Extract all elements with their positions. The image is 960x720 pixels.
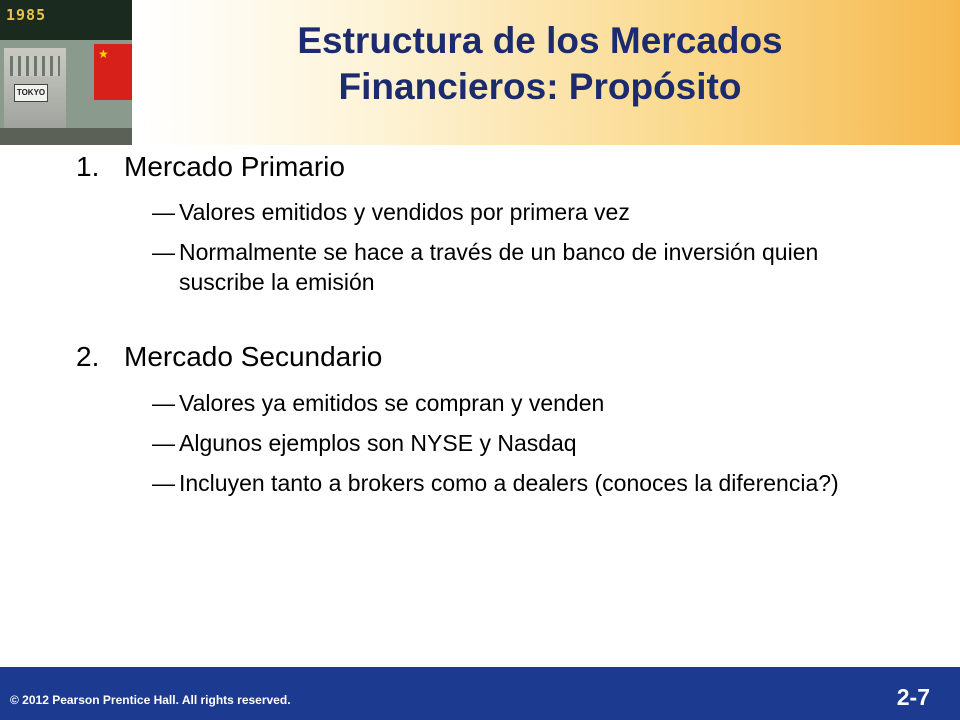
sub-bullet-text: Normalmente se hace a través de un banco de inversión quien suscribe la emisión [179,239,819,295]
dash-bullet-icon: — [152,239,175,265]
dash-bullet-icon: — [152,430,175,456]
slide-header [0,0,960,145]
item-number: 1. [76,151,100,182]
dash-bullet-icon: — [152,199,175,225]
dash-bullet-icon: — [152,470,175,496]
title-line-1: Estructura de los Mercados [297,20,783,61]
sub-bullet-text: Valores emitidos y vendidos por primera vez [179,199,630,225]
ground [0,128,132,145]
page-number: 2-7 [896,684,930,710]
sub-bullet-text: Incluyen tanto a brokers como a dealers (conoces la diferencia?) [179,470,839,496]
flag-star-icon: ★ [98,47,109,61]
stock-exchange-photo [0,0,132,145]
item-label: Mercado Secundario [124,341,383,372]
copyright-text: © 2012 Pearson Prentice Hall. All rights reserved. [10,693,291,707]
scoreboard [0,0,132,40]
title-line-2: Financieros: Propósito [338,66,742,107]
building-windows [10,56,60,76]
sub-bullet-text: Algunos ejemplos son NYSE y Nasdaq [179,430,577,456]
dash-bullet-icon: — [152,390,175,416]
item-label: Mercado Primario [124,151,345,182]
scoreboard-text: 1985 [6,6,47,24]
slide-footer [0,667,960,720]
sub-bullet-text: Valores ya emitidos se compran y venden [179,390,605,416]
tokyo-sign: TOKYO [14,84,48,102]
item-number: 2. [76,341,100,372]
slide-title [150,18,930,110]
